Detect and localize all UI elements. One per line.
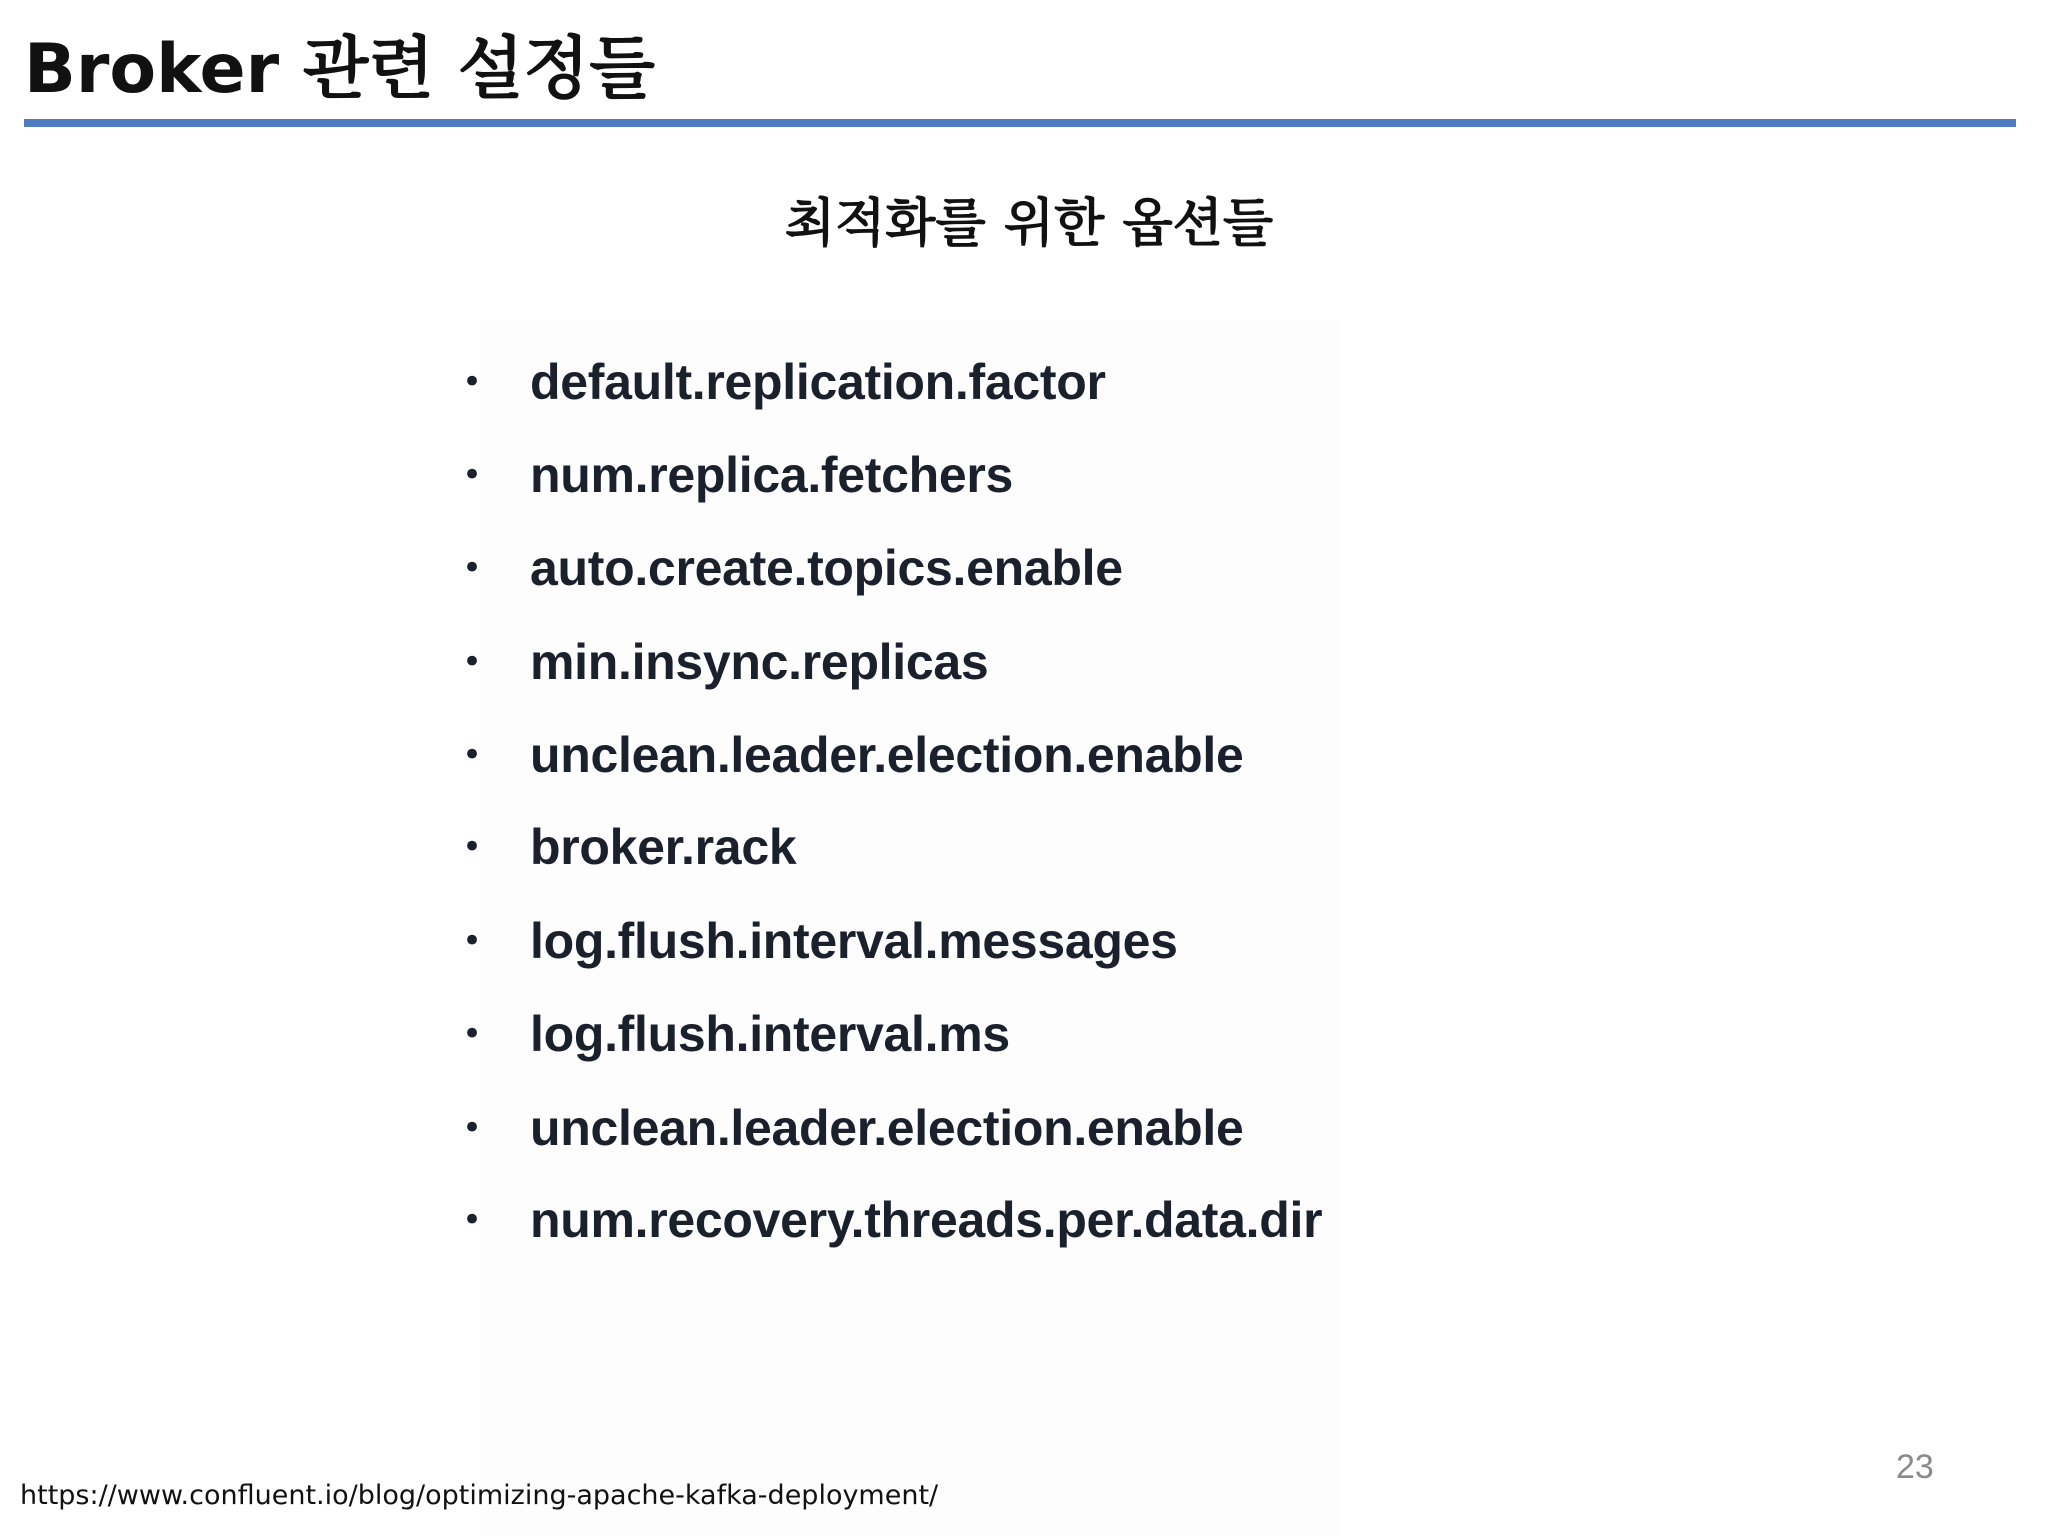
- slide-title: Broker 관련 설정들: [24, 30, 655, 109]
- list-item-text: unclean.leader.election.enable: [530, 1100, 1244, 1156]
- list-item: [460, 906, 1178, 976]
- list-item-text: unclean.leader.election.enable: [530, 727, 1244, 783]
- slide-subtitle: 최적화를 위한 옵션들: [784, 194, 1274, 254]
- bullet-icon: •: [462, 362, 483, 402]
- bullet-icon: •: [462, 548, 483, 588]
- list-item: [460, 720, 1244, 790]
- list-item: [460, 440, 1013, 510]
- title-underline: [24, 119, 2016, 127]
- bullet-icon: •: [462, 921, 483, 961]
- list-item: [460, 999, 1010, 1069]
- source-link[interactable]: https://www.confluent.io/blog/optimizing-apache-kafka-deployment/: [20, 1480, 939, 1511]
- bullet-icon: •: [462, 1108, 483, 1148]
- bullet-icon: •: [462, 1014, 483, 1054]
- bullet-icon: •: [462, 735, 483, 775]
- list-item: [460, 533, 1123, 603]
- list-item-text: min.insync.replicas: [530, 634, 989, 690]
- bullet-icon: •: [462, 1200, 483, 1240]
- list-item: [460, 812, 796, 882]
- list-item-text: default.replication.factor: [530, 354, 1106, 410]
- bullet-icon: •: [462, 642, 483, 682]
- page-number: 23: [1896, 1448, 1934, 1486]
- bullet-icon: •: [462, 455, 483, 495]
- list-item-text: num.replica.fetchers: [530, 447, 1014, 503]
- list-item-text: log.flush.interval.messages: [530, 913, 1178, 969]
- bullet-icon: •: [462, 827, 483, 867]
- list-item-text: broker.rack: [530, 819, 797, 875]
- list-item: [460, 347, 1106, 417]
- list-item-text: auto.create.topics.enable: [530, 540, 1123, 596]
- list-item: [460, 1093, 1244, 1163]
- list-item: [460, 1185, 1322, 1255]
- list-item-text: log.flush.interval.ms: [530, 1006, 1010, 1062]
- list-item-text: num.recovery.threads.per.data.dir: [530, 1192, 1323, 1248]
- list-item: [460, 627, 988, 697]
